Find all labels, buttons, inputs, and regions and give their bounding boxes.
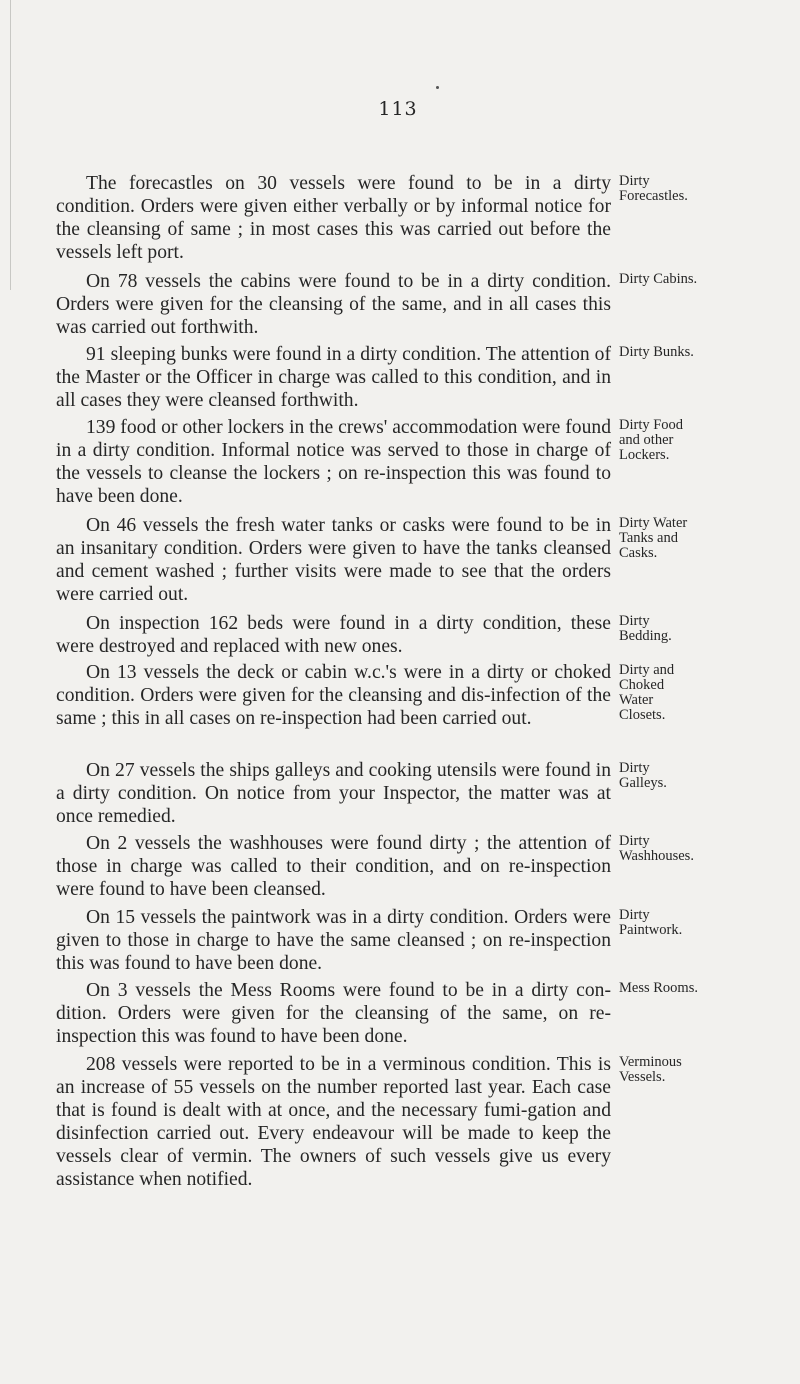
paragraph: 208 vessels were reported to be in a verminous condition. This is an increase of 55 vessels on the number reported last year. Each case that is found is dealt with at once, and the necessary fumi-gation and disinfection carried out. Every endeavour will be made to keep the vessels clear of vermin. The owners of such vessels give us every assistance when notified.	[56, 1054, 611, 1190]
paragraph: On 3 vessels the Mess Rooms were found to be in a dirty con-dition. Orders were given for the cleansing of the same, on re-inspection this was found to have been done.	[56, 980, 611, 1047]
paragraph: 139 food or other lockers in the crews' accommodation were found in a dirty condition. Informal notice was served to those in charge of the vessels to cleanse the lockers ; on re-inspection this was found to have been done.	[56, 417, 611, 507]
margin-note: Dirty Bedding.	[619, 613, 672, 644]
paragraph: On 46 vessels the fresh water tanks or casks were found to be in an insanitary condition. Orders were given to have the tanks cleansed and cement washed ; further visits were made to see that the orders were carried out.	[56, 515, 611, 605]
margin-note: Dirty and Choked Water Closets.	[619, 662, 675, 723]
paragraph: The forecastles on 30 vessels were found to be in a dirty condition. Orders were given either verbally or by informal notice for the cleansing of same ; in most cases this was carried out before the vessels left port.	[56, 173, 611, 263]
margin-note: Dirty Cabins.	[619, 271, 698, 287]
margin-note: Dirty Forecastles.	[619, 173, 688, 204]
paragraph: On 2 vessels the washhouses were found dirty ; the attention of those in charge was called to their condition, and on re-inspection were found to have been cleansed.	[56, 833, 611, 900]
margin-note: Dirty Bunks.	[619, 344, 694, 360]
margin-note: Dirty Paintwork.	[619, 907, 683, 938]
paragraph: On 13 vessels the deck or cabin w.c.'s were in a dirty or choked condition. Orders were given for the cleansing and dis-infection of the same ; this in all cases on re-inspection had been carried out.	[56, 662, 611, 729]
paragraph: On 27 vessels the ships galleys and cooking utensils were found in a dirty condition. On notice from your Inspector, the matter was at once remedied.	[56, 760, 611, 827]
margin-note: Dirty Water Tanks and Casks.	[619, 515, 688, 561]
ink-dot	[436, 86, 439, 89]
margin-note: Mess Rooms.	[619, 980, 698, 996]
margin-note: Dirty Washhouses.	[619, 833, 694, 864]
page-number: 113	[378, 98, 418, 120]
paragraph: 91 sleeping bunks were found in a dirty condition. The attention of the Master or the Officer in charge was called to this condition, and in all cases they were cleansed forthwith.	[56, 344, 611, 411]
margin-note: Dirty Food and other Lockers.	[619, 417, 684, 463]
margin-note: Dirty Galleys.	[619, 760, 667, 791]
paragraph: On 15 vessels the paintwork was in a dirty condition. Orders were given to those in charge to have the same cleansed ; on re-inspection this was found to have been done.	[56, 907, 611, 974]
paragraph: On inspection 162 beds were found in a dirty condition, these were destroyed and replaced with new ones.	[56, 613, 611, 657]
page-binding-edge	[10, 0, 11, 290]
paragraph: On 78 vessels the cabins were found to be in a dirty condition. Orders were given for the cleansing of the same, and in all cases this was carried out forthwith.	[56, 271, 611, 338]
margin-note: Verminous Vessels.	[619, 1054, 682, 1085]
